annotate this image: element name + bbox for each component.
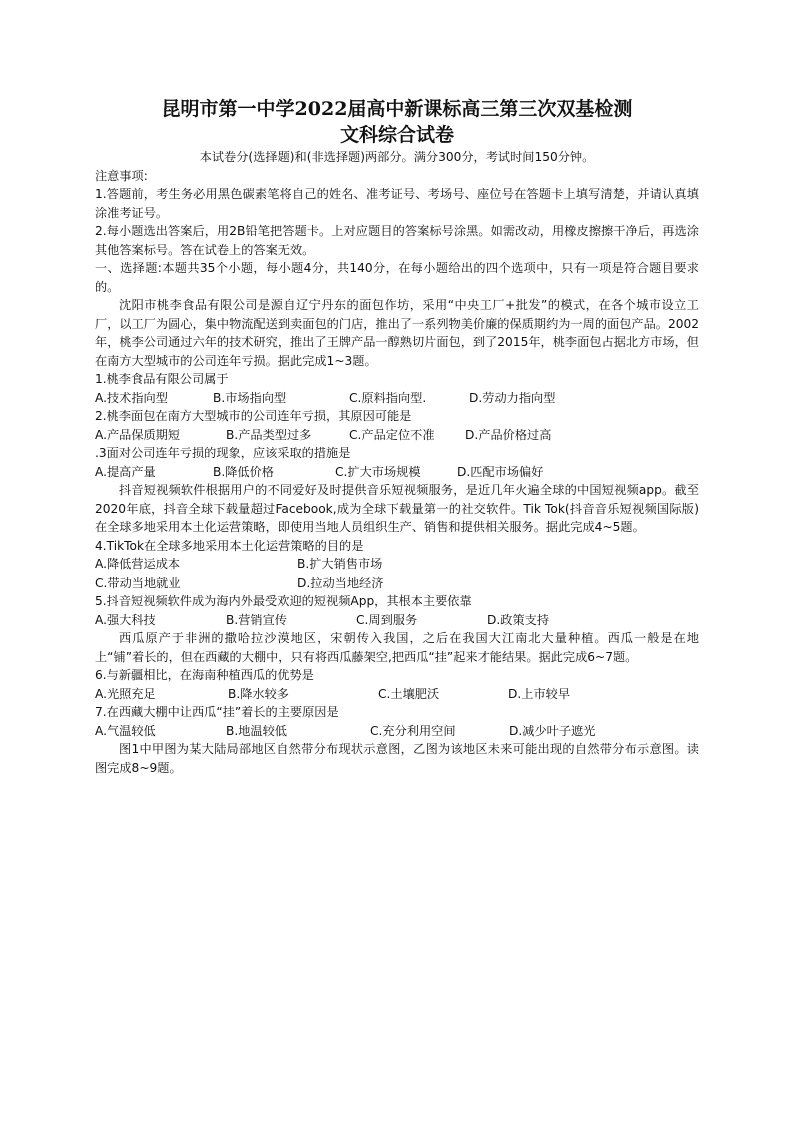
option-d: D.拉动当地经济 xyxy=(297,575,384,590)
option-a: A.产品保质期短 xyxy=(95,427,181,442)
option-b: B.降低价格 xyxy=(213,464,274,479)
option-a: A.降低营运成本 xyxy=(95,557,181,571)
question-6-options xyxy=(95,685,699,704)
option-c: C.周到服务 xyxy=(356,612,418,627)
option-b: B.营销宣传 xyxy=(226,612,287,627)
note-item-2: 2.每小题选出答案后，用2B铅笔把答题卡。上对应题目的答案标号涂黑。如需改动，用橡皮擦擦干净后，再选涂其他答案标号。答在试卷上的答案无效。 xyxy=(95,224,699,257)
passage-figure: 图1中甲图为某大陆局部地区自然带分布现状示意图，乙图为该地区未来可能出现的自然带分布示意图。读图完成8~9题。 xyxy=(95,742,699,775)
option-c: C.原料指向型. xyxy=(349,390,427,405)
question-7-stem: 7.在西藏大棚中让西瓜“挂”着长的主要原因是 xyxy=(95,705,339,719)
passage-douyin: 抖音短视频软件根据用户的不同爱好及时提供音乐短视频服务，是近几年火遍全球的中国短视频app。截至2020年底，抖音全球下载量超过Facebook,成为全球下载量第一的社交软件。Tik Tok(抖音音乐短视频国际版)在全球多地采用本土化运营策略，即使用当地人员组织生产、销售和提供相关服务。据此完成4~5题。 xyxy=(95,483,699,534)
question-4-options-row1 xyxy=(95,555,699,574)
option-c: C.产品定位不准 xyxy=(349,427,435,442)
option-a: A.强大科技 xyxy=(95,612,156,627)
option-b: B.降水较多 xyxy=(228,686,289,701)
option-d: D.产品价格过高 xyxy=(465,427,552,442)
question-2-stem: 2.桃李面包在南方大型城市的公司连年亏损，其原因可能是 xyxy=(95,409,412,423)
question-2-options xyxy=(95,426,699,445)
option-b: B.扩大销售市场 xyxy=(297,557,383,571)
question-5-stem: 5.抖音短视频软件成为海内外最受欢迎的短视频App，其根本主要依靠 xyxy=(95,594,472,608)
option-d: D.匹配市场偏好 xyxy=(457,464,544,479)
question-1-options xyxy=(95,389,699,408)
option-a: A.气温较低 xyxy=(95,723,156,738)
passage-taoli: 沈阳市桃李食品有限公司是源自辽宁丹东的面包作坊，采用“中央工厂+批发”的模式，在各个城市设立工厂，以工厂为圆心，集中物流配送到卖面包的门店，推出了一系列物美价廉的保质期约为一周的面包产品。2002年，桃李公司通过六年的技术研究，推出了王牌产品一醇熟切片面包，到了2015年，桃李面包占据北方市场，但在南方大型城市的公司连年亏损。据此完成1~3题。 xyxy=(95,298,699,368)
option-b: B.产品类型过多 xyxy=(226,427,312,442)
option-a: A.技术指向型 xyxy=(95,390,168,405)
question-3-options xyxy=(95,463,699,482)
option-c: C.带动当地就业 xyxy=(95,575,181,590)
question-3-stem: .3面对公司连年亏损的现象，应该采取的措施是 xyxy=(95,446,351,460)
option-a: A.提高产量 xyxy=(95,464,156,479)
exam-subject-title: 文科综合试卷 xyxy=(339,124,454,146)
question-6-stem: 6.与新疆相比，在海南种植西瓜的优势是 xyxy=(95,668,314,682)
exam-title: 昆明市第一中学2022届高中新课标高三第三次双基检测 xyxy=(161,98,633,120)
passage-watermelon: 西瓜原产于非洲的撒哈拉沙漠地区，宋朝传入我国，之后在我国大江南北大量种植。西瓜一般是在地上“铺”着长的，但在西藏的大棚中，只有将西瓜藤架空,把西瓜“挂”起来才能结果。据此完成6~7题。 xyxy=(95,631,699,664)
question-4-options-row2 xyxy=(95,574,699,593)
exam-page xyxy=(95,96,699,777)
exam-subtitle: 本试卷分(选择题)和(非选择题)两部分。满分300分，考试时间150分钟。 xyxy=(199,150,595,164)
notes-heading: 注意事项: xyxy=(95,168,148,183)
option-d: D.劳动力指向型 xyxy=(469,390,556,405)
option-d: D.上市较早 xyxy=(508,686,571,701)
option-d: D.政策支持 xyxy=(487,612,550,627)
option-c: C.土壤肥沃 xyxy=(378,686,440,701)
question-7-options xyxy=(95,722,699,741)
option-c: C.充分利用空间 xyxy=(370,723,456,738)
note-item-1: 1.答题前，考生务必用黑色碳素笔将自己的姓名、准考证号、考场号、座位号在答题卡上填写清楚，并请认真填涂准考证号。 xyxy=(95,187,699,220)
option-b: B.市场指向型 xyxy=(213,390,287,405)
question-5-options xyxy=(95,611,699,630)
option-b: B.地温较低 xyxy=(226,723,287,738)
option-c: C.扩大市场规模 xyxy=(335,464,421,479)
option-d: D.减少叶子遮光 xyxy=(509,723,596,738)
section-instruction: 一、选择题:本题共35个小题，每小题4分，共140分，在每小题给出的四个选项中，只有一项是符合题目要求的。 xyxy=(95,261,699,294)
question-1-stem: 1.桃李食品有限公司属于 xyxy=(95,372,229,386)
option-a: A.光照充足 xyxy=(95,686,156,701)
question-4-stem: 4.TikTok在全球多地采用本土化运营策略的目的是 xyxy=(95,538,364,553)
